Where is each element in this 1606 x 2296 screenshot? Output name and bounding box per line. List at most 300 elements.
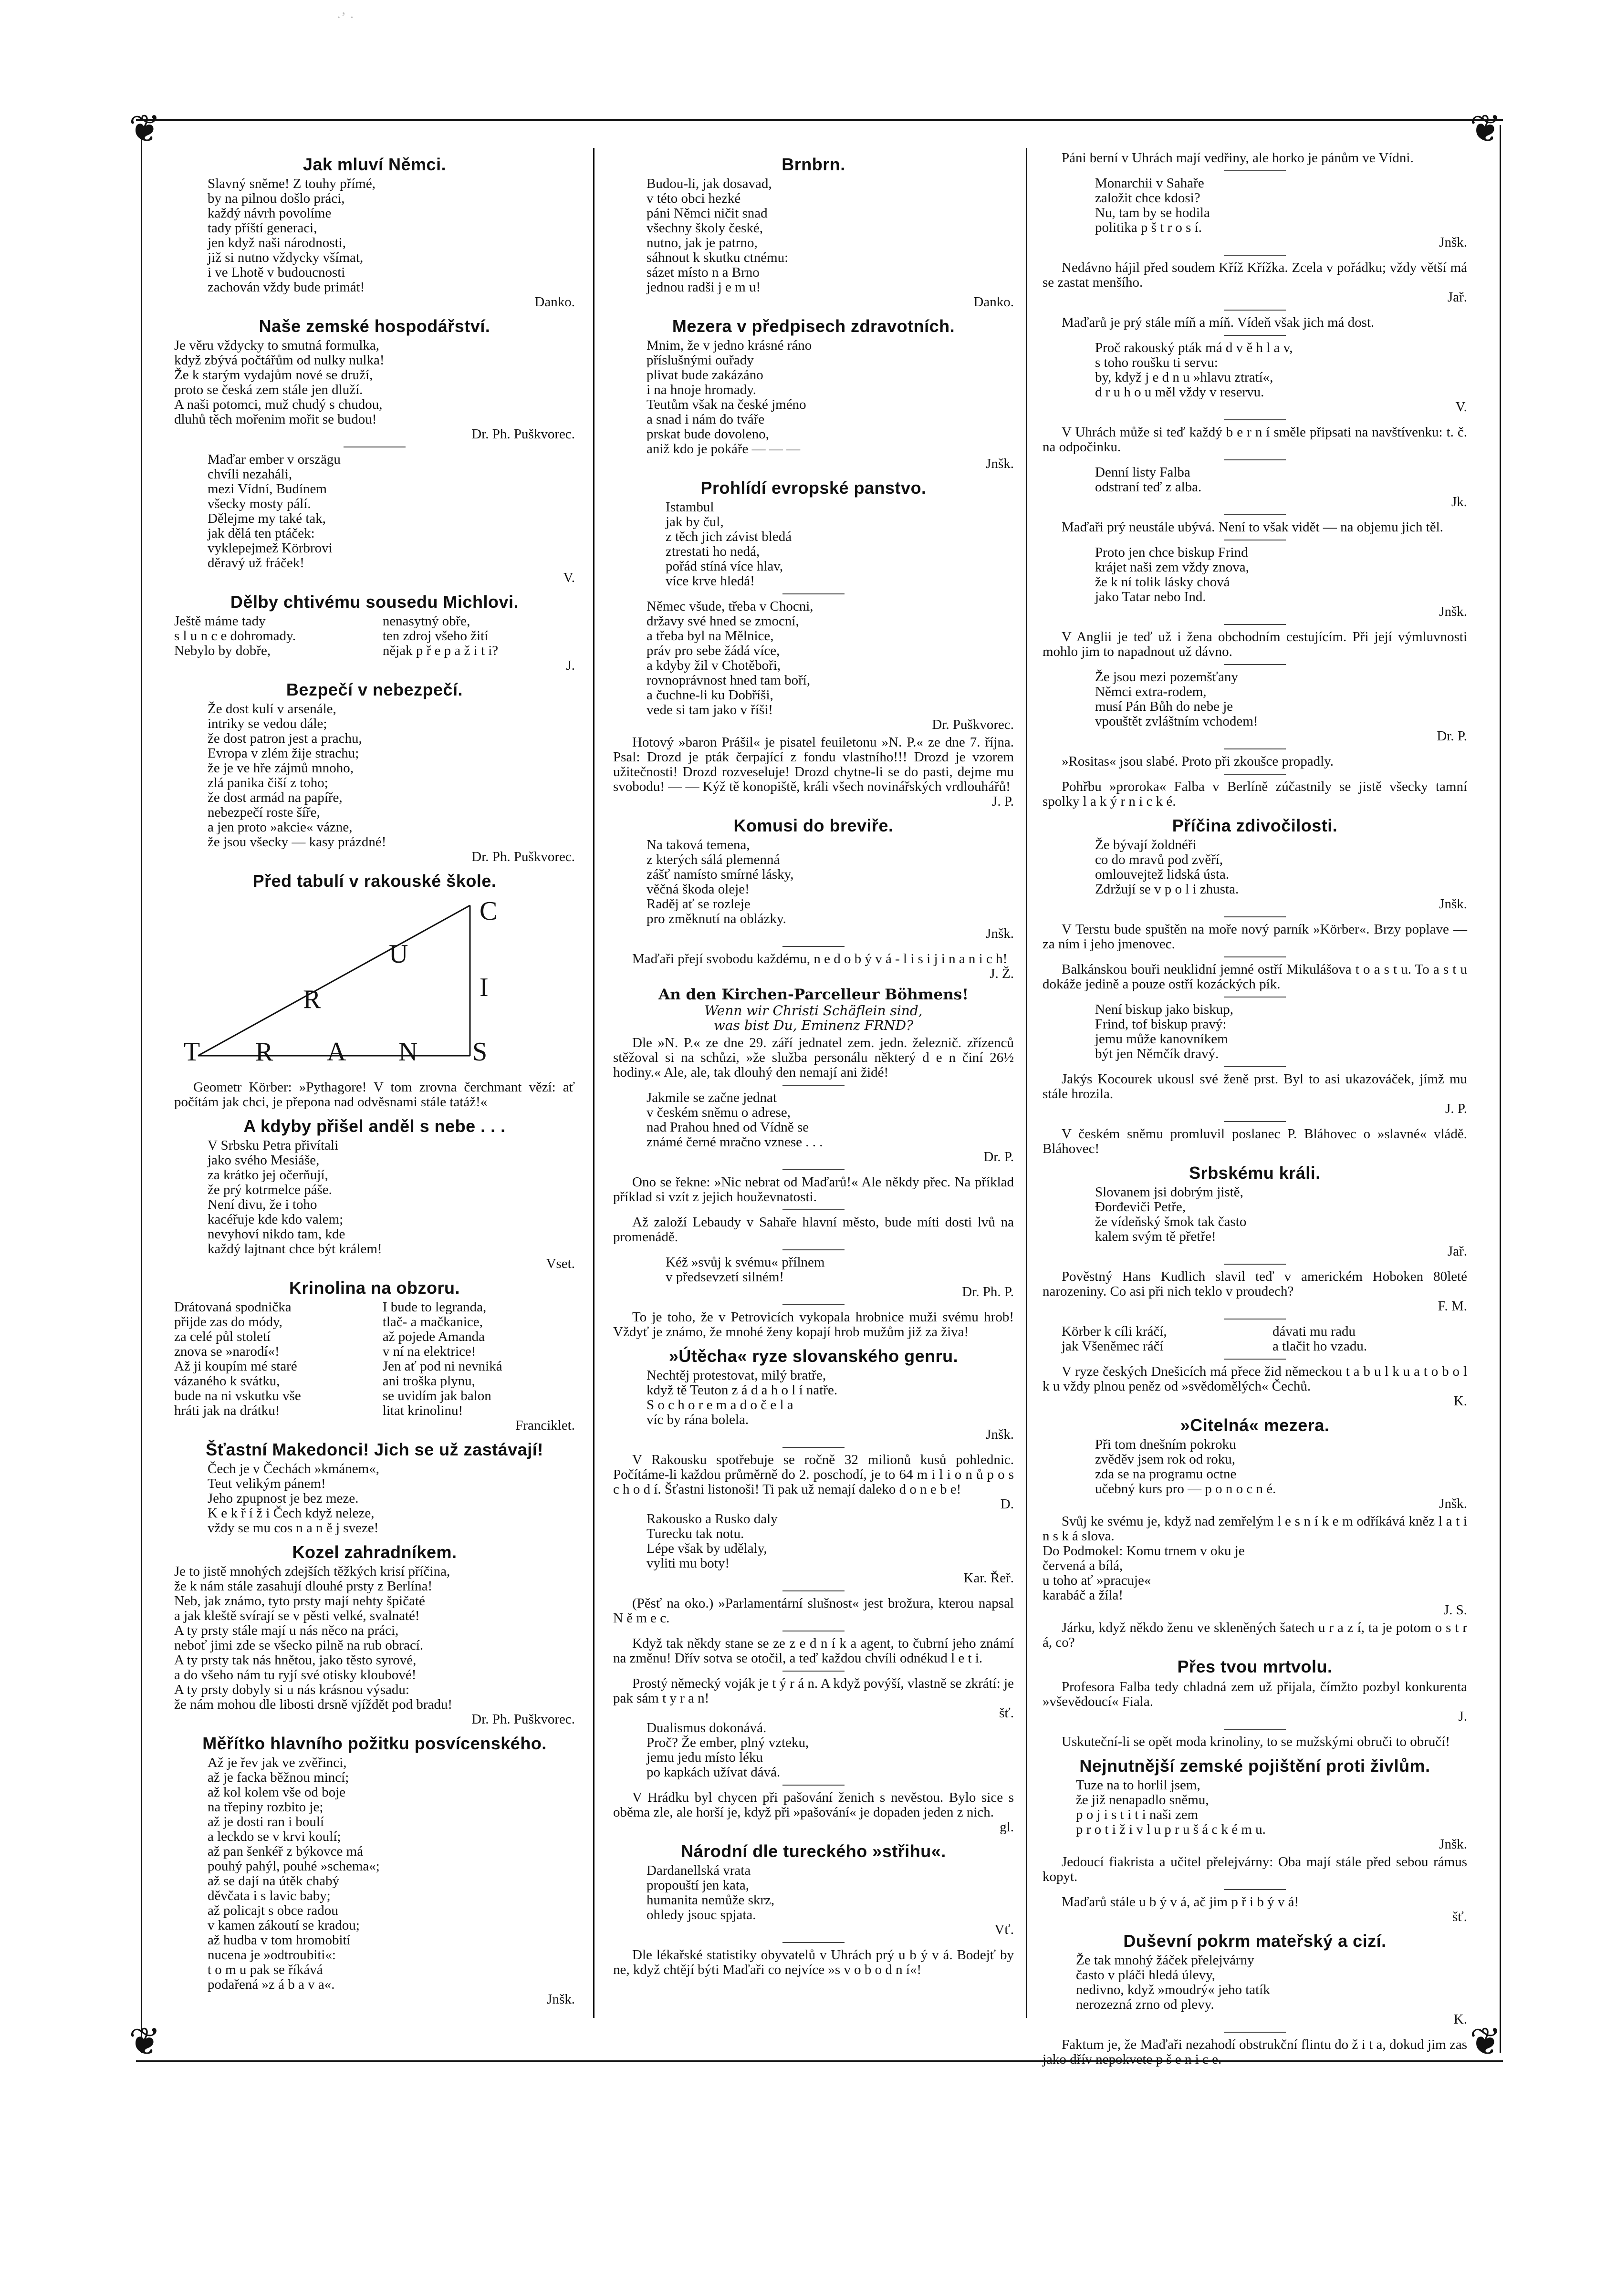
signature: D. <box>1000 1496 1014 1512</box>
verse-line: litat krinolinu! <box>382 1403 463 1418</box>
article-title: Bezpečí v nebezpečí. <box>286 680 463 699</box>
verse-line: za celé půl století <box>174 1329 271 1344</box>
verse-line: Proto jen chce biskup Frind <box>1095 545 1248 560</box>
verse-line: sázet místo n a Brno <box>647 265 760 280</box>
verse-line: Ještě máme tady <box>174 613 266 629</box>
verse-line: nějak p ř e p a ž i t i? <box>382 643 499 658</box>
verse-line: co do mravů pod zvěří, <box>1095 852 1223 867</box>
verse-line: Jakmile se začne jednat <box>647 1090 777 1105</box>
separator <box>1224 459 1286 460</box>
verse-line: politika p š t r o s í. <box>1095 220 1202 235</box>
separator <box>1224 335 1286 336</box>
separator <box>1224 170 1286 171</box>
paragraph: Pověstný Hans Kudlich slavil teď v americkém Hoboken 80leté narozeniny. Co asi při nich teklo v proudech? <box>1043 1269 1467 1299</box>
verse-line: učebný kurs pro — p o n o c n é. <box>1095 1481 1276 1496</box>
verse-line: z těch jich závist bledá <box>666 529 792 544</box>
verse-line: více krve hledá! <box>666 573 755 589</box>
verse-line: tady příští generaci, <box>208 220 317 236</box>
verse-line: Do Podmokel: Komu trnem v oku je <box>1043 1543 1245 1558</box>
poem-left <box>1062 1324 1256 1354</box>
article-title: Mezera v předpisech zdravotních. <box>672 316 955 336</box>
verse-line: Je to jistě mnohých zdejších těžkých krisí příčina, <box>174 1564 450 1579</box>
article-title: Před tabulí v rakouské škole. <box>252 871 497 891</box>
signature: J. S. <box>1443 1602 1467 1618</box>
verse-line: mezi Vídní, Budínem <box>208 481 327 497</box>
verse-line: a jak kleště svírají se v pěsti velké, svalnaté! <box>174 1608 420 1623</box>
verse-line: Že dost kulí v arsenále, <box>208 701 336 717</box>
signature: K. <box>1453 1393 1467 1409</box>
verse-line: po kapkách užívat dává. <box>647 1765 781 1780</box>
signature: K. <box>1453 2012 1467 2027</box>
verse-line: až kol kolem vše od boje <box>208 1785 346 1800</box>
verse-line: d r u h o u měl vždy v reservu. <box>1095 384 1264 400</box>
verse-line: jednou radši j e m u! <box>647 280 761 295</box>
verse-line: Maďar ember v orszägu <box>208 452 341 467</box>
subtitle: was bist Du, Eminenz FRND? <box>713 1018 914 1033</box>
poem <box>174 452 575 571</box>
signature: J. P. <box>992 794 1014 809</box>
verse-line: Němci extra-rodem, <box>1095 684 1207 699</box>
verse-line: Dardanellská vrata <box>647 1863 751 1878</box>
poem <box>613 1368 1014 1427</box>
verse-line: v kamen zákoutí se kradou; <box>208 1918 360 1933</box>
verse-line: s toho roušku ti servu: <box>1095 355 1218 370</box>
verse-line: věčná škoda oleje! <box>647 882 750 897</box>
poem <box>613 1863 1014 1922</box>
verse-line: Evropa v zlém žije strachu; <box>208 746 359 761</box>
poem-right <box>383 614 575 658</box>
signature: Franciklet. <box>515 1418 575 1433</box>
paragraph: Dle »N. P.« ze dne 29. září jednatel zem. jedn. železnič. zřízenců stěžoval si na schůzi, »že služba personálu některý d e n činí 26½ hodiny.« Ale, ale, tak dlouhý den nemají ani židé! <box>613 1035 1014 1080</box>
article-title: Prohlídí evropské panstvo. <box>700 478 927 498</box>
signature: Jnšk. <box>1439 604 1467 619</box>
verse-line: Čech je v Čechách »kmánem«, <box>208 1461 379 1476</box>
verse-line: vyklepejmež Körbrovi <box>208 540 333 556</box>
verse-line: již si nutno vždycky všímat, <box>208 250 364 265</box>
paragraph: To je toho, že v Petrovicích vykopala hrobnice muži svému hrob! Vždyť je známo, že mnohé ženy kopají hrob mužům již za živa! <box>613 1309 1014 1340</box>
signature: Dr. Ph. Puškvorec. <box>471 426 575 442</box>
verse-line: že jsou všecky — kasy prázdné! <box>208 834 386 850</box>
verse-line: Raděj ať se rozleje <box>647 896 751 912</box>
verse-line: že prý kotrmelce páše. <box>208 1182 332 1197</box>
verse-line: aniž kdo je pokáře — — — <box>647 441 801 457</box>
signature: Vset. <box>546 1256 575 1271</box>
poem-left <box>174 1300 366 1418</box>
verse-line: humanita nemůže skrz, <box>647 1892 775 1908</box>
verse-line: když tě Teuton z á d a h o l í natře. <box>647 1382 838 1398</box>
verse-line: p o j i s t i t i naši zem <box>1076 1807 1199 1822</box>
verse-line: Na taková temena, <box>647 837 750 852</box>
separator <box>782 1304 845 1305</box>
paragraph: Maďarů stále u b ý v á, ač jim p ř i b ý v á! <box>1062 1894 1299 1910</box>
verse-line: kalem svým tě přetře! <box>1095 1229 1216 1244</box>
verse-line: za krátko jej očerňují, <box>208 1167 328 1183</box>
poem <box>174 702 575 850</box>
poem <box>1043 1544 1467 1603</box>
corner-ornament-icon: ❦ <box>129 106 161 151</box>
separator <box>1224 1359 1286 1360</box>
verse-line: příslušnými ouřady <box>647 353 754 368</box>
separator <box>1224 255 1286 256</box>
signature: Dr. Puškvorec. <box>932 717 1014 732</box>
verse-line: páni Němci ničit snad <box>647 206 768 221</box>
verse-line: víc by rána bolela. <box>647 1412 749 1427</box>
verse-line: Až ji koupím mé staré <box>174 1359 297 1374</box>
column-rule <box>1026 148 1027 2018</box>
paragraph: Svůj ke svému je, když nad zemřelým l e s n í k e m odříkává kněz l a t i n s k á slova. <box>1043 1514 1467 1544</box>
article-title: »Útěcha« ryze slovanského genru. <box>668 1346 959 1366</box>
poem <box>1043 465 1467 495</box>
paragraph: V českém sněmu promluvil poslanec P. Bláhovec o »slavné« vládě. Bláhovec! <box>1043 1126 1467 1156</box>
verse-line: všechny školy české, <box>647 220 763 236</box>
verse-line: vždy se mu cos n a n ě j sveze! <box>208 1520 379 1536</box>
separator <box>1224 774 1286 775</box>
poem <box>174 1138 575 1257</box>
verse-line: v ní na elektrice! <box>382 1344 476 1359</box>
signature: Kar. Řeř. <box>963 1570 1014 1586</box>
verse-line: tlač- a mačkanice, <box>382 1314 483 1330</box>
verse-line: že je ve hře zájmů mnoho, <box>208 760 354 776</box>
verse-line: i ve Lhotě v budoucnosti <box>208 265 345 280</box>
signature: gl. <box>1000 1819 1014 1835</box>
verse-line: na třepiny rozbito je; <box>208 1799 323 1815</box>
poem <box>613 1255 1014 1285</box>
separator <box>1224 748 1286 749</box>
verse-line: A ty prsty stále mají u nás něco na práci, <box>174 1623 399 1638</box>
paragraph: Nedávno hájil před soudem Kříž Křížka. Zcela v pořádku; vždy větší má se zastat menšího. <box>1043 260 1467 290</box>
verse-line: Đorđeviči Petře, <box>1095 1199 1186 1215</box>
verse-line: s l u n c e dohromady. <box>174 628 296 644</box>
paragraph: V Rakousku spotřebuje se ročně 32 milionů kusů pohlednic. Počítáme-li každou průměrně do 2. poschodí, je to 64 m i l i o n ů p o s c h o d í. Šťastni listonoši! Ti pak už nemají daleko d o n e b e! <box>613 1452 1014 1497</box>
verse-line: jak Všeněmec ráčí <box>1062 1339 1164 1354</box>
signature: Jnšk. <box>986 1427 1014 1442</box>
separator <box>1224 664 1286 665</box>
verse-line: Budou-li, jak dosavad, <box>647 176 772 191</box>
signature: Dr. Ph. P. <box>962 1284 1014 1299</box>
signature: Jař. <box>1447 1244 1467 1259</box>
separator <box>1224 514 1286 515</box>
signature: Jnšk. <box>547 1992 575 2007</box>
verse-line: když zbývá počtářům od nulky nulka! <box>174 353 385 368</box>
signature: Danko. <box>534 294 575 310</box>
verse-line: Že tak mnohý žáček přelejvárny <box>1076 1953 1254 1968</box>
verse-line: krájet naši zem vždy znova, <box>1095 560 1249 575</box>
verse-line: jemu může kanovníkem <box>1095 1031 1228 1047</box>
verse-line: ani troška plynu, <box>382 1373 475 1389</box>
separator <box>1224 956 1286 957</box>
separator <box>1224 310 1286 311</box>
verse-line: a tlačit ho vzadu. <box>1272 1339 1367 1354</box>
verse-line: bude na ni vskutku vše <box>174 1388 301 1403</box>
article-title: Kozel zahradníkem. <box>292 1542 457 1562</box>
verse-line: podařená »z á b a v a«. <box>208 1977 335 1992</box>
paragraph: Maďaři přejí svobodu každému, n e d o b ý v á - l i s i j i n a n i c h! <box>632 951 1008 966</box>
verse-line: jemu jedu místo léku <box>647 1750 763 1765</box>
subtitle: Wenn wir Christi Schäflein sind, <box>704 1003 923 1018</box>
top-smudge: ·ʼ · <box>336 10 355 25</box>
paragraph: Profesora Falba tedy chladná zem už přijala, čímžto pozbyl konkurenta »vševědoucí« Fiala. <box>1043 1679 1467 1709</box>
verse-line: se uvidím jak balon <box>382 1388 491 1403</box>
verse-line: zlá panika čiší z toho; <box>208 775 328 790</box>
signature: V. <box>1455 399 1467 415</box>
verse-line: a jen proto »akcie« vázne, <box>208 820 353 835</box>
article-title: Srbskému králi. <box>1189 1163 1321 1183</box>
separator <box>1224 916 1286 917</box>
verse-line: Neb, jak známo, tyto prsty mají nehty špičaté <box>174 1593 425 1609</box>
poem <box>1043 545 1467 604</box>
verse-line: pro změknutí na oblázky. <box>647 911 786 926</box>
verse-line: červená a bílá, <box>1043 1558 1123 1573</box>
poem-left <box>174 614 366 658</box>
verse-line: p r o t i ž i v l u p r u š á c k é m u. <box>1076 1822 1266 1837</box>
separator <box>1224 419 1286 420</box>
verse-line: zda se na programu octne <box>1095 1466 1237 1482</box>
verse-line: až je facka běžnou mincí; <box>208 1770 349 1785</box>
paragraph: Faktum je, že Maďaři nezahodí obstrukční flintu do ž i t a, dokud jim zas jako dřív nepokvete p š e n i c e. <box>1043 2037 1467 2067</box>
separator <box>1224 1889 1286 1890</box>
verse-line: Mnim, že v jedno krásné ráno <box>647 338 812 353</box>
signature: Dr. P. <box>1437 728 1467 744</box>
poem <box>613 599 1014 717</box>
article-title: Krinolina na obzoru. <box>289 1278 460 1298</box>
verse-line: až pan šenkéř z býkovce má <box>208 1844 364 1859</box>
poem <box>174 338 575 427</box>
verse-line: v českém sněmu o adrese, <box>647 1105 791 1120</box>
poem <box>1043 176 1467 235</box>
verse-line: Tuze na to horlil jsem, <box>1076 1777 1200 1793</box>
article-title: A kdyby přišel anděl s nebe . . . <box>243 1116 506 1136</box>
paragraph: Balkánskou bouři neuklidní jemné ostří Mikulášova t o a s t u. To a s t u dokáže jedině a pouze ostří kozáckých pík. <box>1043 962 1467 992</box>
verse-line: A ty prsty tak nás hnětou, jako těsto syrové, <box>174 1652 417 1668</box>
signature: Jnšk. <box>1439 235 1467 250</box>
verse-line: a leckdo se v krvi koulí; <box>208 1829 341 1844</box>
verse-line: v této obci hezké <box>647 191 741 206</box>
separator <box>1224 624 1286 625</box>
separator <box>1224 1121 1286 1122</box>
signature: Jnšk. <box>986 926 1014 941</box>
poem-right <box>1272 1324 1467 1354</box>
two-column-poem <box>174 614 575 658</box>
verse-line: t o m u pak se říkává <box>208 1962 323 1977</box>
separator <box>782 1085 845 1086</box>
article-title: Šťastní Makedonci! Jich se už zastávají! <box>206 1440 543 1459</box>
verse-line: Dělejme my také tak, <box>208 511 326 526</box>
article-title: Nejnutnější zemské pojištění proti živlům. <box>1079 1756 1430 1776</box>
verse-line: by, když j e d n u »hlavu ztratí«, <box>1095 370 1273 385</box>
column-2 <box>613 148 1014 2027</box>
verse-line: pouhý pahýl, pouhé »schema«; <box>208 1859 380 1874</box>
signature: Jnšk. <box>1439 1496 1467 1511</box>
separator <box>1224 1066 1286 1067</box>
separator <box>782 1590 845 1591</box>
verse-line: že nám mohou dle libosti drsně vjíždět pod bradu! <box>174 1697 453 1712</box>
verse-line: až se dají na útěk chabý <box>208 1873 340 1889</box>
verse-line: až policajt s obce radou <box>208 1903 338 1918</box>
verse-line: u toho ať »pracuje« <box>1043 1573 1151 1588</box>
article-title: Naše zemské hospodářství. <box>259 316 490 336</box>
diagram-letter: S <box>472 1037 488 1067</box>
verse-line: intriky se vedou dále; <box>208 716 327 731</box>
diagram-letter: I <box>480 973 489 1002</box>
signature: Jnšk. <box>1439 896 1467 912</box>
paragraph: Prostý německý voják je t ý r á n. A když povýší, vlastně se zkrátí: je pak sám t y r a n! <box>613 1676 1014 1706</box>
separator <box>1224 2032 1286 2033</box>
verse-line: být jen Němčík dravý. <box>1095 1046 1219 1061</box>
verse-line: že dost patron jest a prachu, <box>208 731 362 746</box>
poem <box>613 1721 1014 1780</box>
verse-line: nerozezná zrno od plevy. <box>1076 1997 1214 2012</box>
verse-line: a třeba byl na Mělnice, <box>647 628 774 644</box>
separator <box>782 1785 845 1786</box>
verse-line: Monarchii v Sahaře <box>1095 176 1204 191</box>
article-title: Dělby chtivému sousedu Michlovi. <box>230 592 519 612</box>
verse-line: Rakousko a Rusko daly <box>647 1511 778 1527</box>
verse-line: a čuchne-li ku Dobříši, <box>647 687 773 703</box>
verse-line: zachován vždy bude primát! <box>208 280 365 295</box>
paragraph: Ono se řekne: »Nic nebrat od Maďarů!« Ale někdy přec. Na příklad příklad si vzít z jejich houževnatosti. <box>613 1174 1014 1205</box>
separator <box>782 1942 845 1943</box>
verse-line: Je věru vždycky to smutná formulka, <box>174 338 380 353</box>
paragraph: Járku, když někdo ženu ve skleněných šatech u r a z í, ta je potom o s t r á, co? <box>1043 1620 1467 1650</box>
verse-line: Turecku tak notu. <box>647 1526 744 1541</box>
article-title: Měřítko hlavního požitku posvícenského. <box>202 1734 547 1753</box>
verse-line: dávati mu radu <box>1272 1324 1356 1339</box>
separator <box>782 1169 845 1170</box>
separator <box>782 1249 845 1250</box>
column-1 <box>174 148 575 2027</box>
poem-right <box>383 1300 575 1418</box>
verse-line: Při tom dnešním pokroku <box>1095 1437 1236 1452</box>
verse-line: nebezpečí roste šíře, <box>208 805 320 820</box>
two-column-poem <box>174 1300 575 1418</box>
poem <box>1043 1953 1467 2012</box>
signature: Jnšk. <box>986 456 1014 471</box>
verse-line: ztrestati ho nedá, <box>666 544 760 559</box>
verse-line: i na hnoje hromady. <box>647 382 757 397</box>
signature: Dr. P. <box>983 1149 1014 1164</box>
verse-line: všecky mosty pálí. <box>208 496 311 511</box>
verse-line: až pojede Amanda <box>382 1329 485 1344</box>
verse-line: Nu, tam by se hodila <box>1095 205 1210 220</box>
diagram-letter: C <box>480 896 498 926</box>
signature: J. Ž. <box>990 966 1014 981</box>
verse-line: plivat bude zakázáno <box>647 367 763 383</box>
verse-line: ten zdroj všeho žití <box>382 628 489 644</box>
triangle-lines <box>174 896 575 1077</box>
separator <box>782 1209 845 1210</box>
diagram-letter: A <box>327 1037 346 1067</box>
signature: Jk. <box>1451 494 1467 509</box>
corner-ornament-icon: ❦ <box>129 2019 161 2064</box>
verse-line: prskat bude dovoleno, <box>647 426 769 442</box>
poem <box>1043 1778 1467 1837</box>
verse-line: jako svého Mesiáše, <box>208 1153 320 1168</box>
verse-line: V Srbsku Petra přivítali <box>208 1138 339 1153</box>
paragraph: Když tak někdy stane se ze z e d n í k a agent, to čubrní jeho známí na změnu! Dřív sotva se otočil, a teď každou chvíli odnékud l e t i. <box>613 1636 1014 1666</box>
verse-line: že vídeňský šmok tak často <box>1095 1214 1247 1229</box>
signature: Dr. Ph. Puškvorec. <box>471 849 575 864</box>
signature: Vť. <box>994 1922 1014 1937</box>
verse-line: vázaného k svátku, <box>174 1373 280 1389</box>
verse-line: kacéřuje kde kdo valem; <box>208 1212 344 1227</box>
verse-line: A naši potomci, muž chudý s chudou, <box>174 397 383 412</box>
signature: F. M. <box>1438 1299 1467 1314</box>
diagram-letter: T <box>184 1037 200 1067</box>
verse-line: často v pláči hledá úlevy, <box>1076 1967 1216 1983</box>
verse-line: sáhnout k skutku ctnému: <box>647 250 789 265</box>
verse-line: Jen ať pod ni nevniká <box>382 1359 502 1374</box>
verse-line: každý lajtnant chce být králem! <box>208 1241 382 1257</box>
verse-line: v předsevzetí silném! <box>666 1269 784 1285</box>
verse-line: Proč? Že ember, plný vzteku, <box>647 1735 809 1750</box>
verse-line: Že jsou mezi pozemšťany <box>1095 669 1238 685</box>
verse-line: Körber k cíli kráčí, <box>1062 1324 1167 1339</box>
triangle-diagram <box>174 896 575 1077</box>
verse-line: Slavný sněme! Z touhy přímé, <box>208 176 375 191</box>
poem <box>613 838 1014 926</box>
verse-line: Teut velikým pánem! <box>208 1476 326 1491</box>
paragraph: Hotový »baron Prášil« je pisatel feuiletonu »N. P.« ze dne 7. října. Psal: Drozd je pták čerpající z fondu vlastního!!! Drozd je vzorem užitečnosti! Drozd rozveseluje! Drozd chytne-li se do pasti, dejme mu svobodu! — — Kýž tě konopiště, králi všech novinářských vrdlouhářů! <box>613 735 1014 794</box>
poem <box>1043 1185 1467 1244</box>
verse-line: a kdyby žil v Chotěboři, <box>647 658 781 673</box>
verse-line: založit chce kdosi? <box>1095 190 1200 206</box>
verse-line: nenasytný obře, <box>382 613 470 629</box>
verse-line: pořád stíná více hlav, <box>666 559 783 574</box>
paragraph: Jakýs Kocourek ukousl své ženě prst. Byl to asi ukazováček, jímž mu stále hrozila. <box>1043 1071 1467 1101</box>
verse-line: propouští jen kata, <box>647 1878 750 1893</box>
signature: Jnšk. <box>1439 1837 1467 1852</box>
verse-line: děvčata i s lavic baby; <box>208 1888 331 1903</box>
paragraph: Maďaři prý neustále ubývá. Není to však vidět — na objemu jich těl. <box>1062 519 1443 535</box>
signature: Danko. <box>973 294 1014 310</box>
poem <box>1043 838 1467 897</box>
separator <box>782 1671 845 1672</box>
article-title: Duševní pokrm mateřský a cizí. <box>1123 1931 1387 1951</box>
verse-line: K e k ř í ž i Čech když neleze, <box>208 1506 375 1521</box>
verse-line: chvíli nezaháli, <box>208 467 292 482</box>
column-rule <box>593 148 594 2018</box>
verse-line: I bude to legranda, <box>382 1299 487 1315</box>
paragraph: »Rositas« jsou slabé. Proto při zkoušce propadly. <box>1062 754 1334 769</box>
verse-line: jen když naši národnosti, <box>208 235 346 250</box>
verse-line: každý návrh povolíme <box>208 206 332 221</box>
paragraph: V Terstu bude spuštěn na moře nový parník »Körber«. Brzy poplave — za ním i jeho jmenovec. <box>1043 922 1467 952</box>
verse-line: zvěděv jsem rok od roku, <box>1095 1452 1235 1467</box>
verse-line: dluhů těch mořenim mořit se budou! <box>174 412 377 427</box>
article-title: An den Kirchen-Parcelleur Böhmens! <box>658 986 969 1003</box>
verse-line: nucena je »odtroubiti«: <box>208 1947 336 1963</box>
poem <box>613 177 1014 295</box>
diagram-letter: R <box>303 985 321 1014</box>
verse-line: ohledy jsouc spjata. <box>647 1907 756 1922</box>
verse-line: Slovanem jsi dobrým jistě, <box>1095 1184 1243 1200</box>
corner-ornament-icon: ❦ <box>1470 106 1502 151</box>
separator <box>782 593 845 594</box>
article-title: »Citelná« mezera. <box>1180 1415 1330 1435</box>
article-title: Přes tvou mrtvolu. <box>1177 1657 1333 1676</box>
verse-line: nad Prahou hned od Vídně se <box>647 1120 809 1135</box>
poem <box>174 177 575 295</box>
verse-line: jako Tatar nebo Ind. <box>1095 589 1206 604</box>
verse-line: Že k starým vydajům nové se druží, <box>174 367 373 383</box>
separator <box>1224 1264 1286 1265</box>
signature: Jař. <box>1447 290 1467 305</box>
article-title: Jak mluví Němci. <box>302 155 447 174</box>
verse-line: Frind, tof biskup pravý: <box>1095 1017 1227 1032</box>
verse-line: Istambul <box>666 499 714 515</box>
verse-line: Nebylo by dobře, <box>174 643 271 658</box>
paragraph: Geometr Körber: »Pythagore! V tom zrovna čerchmant vězí: ať počítám jak chci, je přepona nad odvěsnami stále tatáž!« <box>174 1080 575 1110</box>
